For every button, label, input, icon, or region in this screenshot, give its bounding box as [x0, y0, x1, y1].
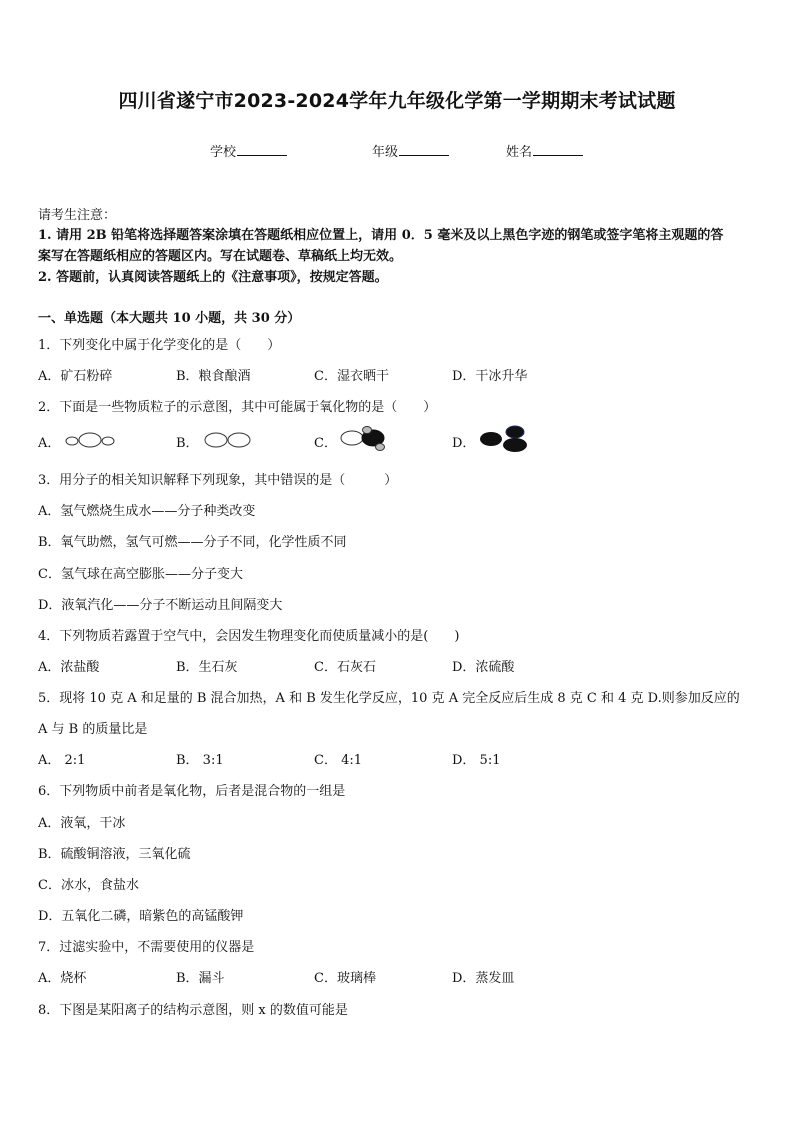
grade-blank[interactable]: [399, 143, 449, 156]
question-2-option-d[interactable]: D．: [452, 436, 476, 451]
grade-label: 年级: [372, 145, 399, 160]
question-7-stem: 7．过滤实验中，不需要使用的仪器是: [38, 940, 255, 955]
notice-heading: 请考生注意：: [38, 208, 117, 223]
question-6-stem: 6．下列物质中前者是氧化物，后者是混合物的一组是: [38, 784, 346, 799]
name-label: 姓名: [506, 145, 533, 160]
question-2-option-c[interactable]: C．: [314, 436, 337, 451]
question-5-stem-line-2: A 与 B 的质量比是: [38, 722, 148, 737]
question-5-option-d[interactable]: D． 5:1: [452, 753, 501, 768]
question-3-option-a[interactable]: A．氢气燃烧生成水——分子种类改变: [38, 504, 256, 519]
notice-item-2: 2. 答题前，认真阅读答题纸上的《注意事项》，按规定答题。: [38, 270, 388, 285]
question-5-option-a[interactable]: A． 2:1: [38, 753, 86, 768]
question-5-stem-line-1: 5．现将 10 克 A 和足量的 B 混合加热，A 和 B 发生化学反应，10 克 A 完全反应后生成 8 克 C 和 4 克 D.则参加反应的: [38, 691, 740, 706]
question-7-option-d[interactable]: D．蒸发皿: [452, 971, 515, 986]
name-blank[interactable]: [533, 143, 583, 156]
question-5-option-b[interactable]: B． 3:1: [176, 753, 224, 768]
question-3-option-c[interactable]: C．氢气球在高空膨胀——分子变大: [38, 567, 243, 582]
school-label: 学校: [210, 145, 237, 160]
question-2-option-a[interactable]: A．: [38, 436, 61, 451]
notice-item-1-line-2: 案写在答题纸相应的答题区内。写在试题卷、草稿纸上均无效。: [38, 249, 403, 264]
question-2-option-b[interactable]: B．: [176, 436, 199, 451]
question-6-option-d[interactable]: D．五氧化二磷，暗紫色的高锰酸钾: [38, 909, 244, 924]
particle-figure-d: [477, 424, 531, 454]
particle-figure-c: [338, 424, 390, 452]
question-5-option-c[interactable]: C． 4:1: [314, 753, 363, 768]
question-6-option-c[interactable]: C．冰水，食盐水: [38, 878, 139, 893]
section-heading: 一、单选题（本大题共 10 小题，共 30 分）: [38, 311, 301, 326]
question-3-option-d[interactable]: D．液氧汽化——分子不断运动且间隔变大: [38, 598, 283, 613]
notice-item-1-line-1: 1. 请用 2B 铅笔将选择题答案涂填在答题纸相应位置上，请用 0．5 毫米及以上黑色字迹的钢笔或签字笔将主观题的答: [38, 228, 724, 243]
school-field: [210, 141, 287, 160]
question-6-option-b[interactable]: B．硫酸铜溶液，三氧化硫: [38, 847, 191, 862]
question-3-stem: 3．用分子的相关知识解释下列现象，其中错误的是（ ）: [38, 473, 398, 488]
question-6-option-a[interactable]: A．液氧，干冰: [38, 816, 126, 831]
name-field: [506, 141, 583, 160]
question-4-option-d[interactable]: D．浓硫酸: [452, 660, 515, 675]
question-1-option-a[interactable]: A．矿石粉碎: [38, 369, 113, 384]
question-7-option-b[interactable]: B．漏斗: [176, 971, 225, 986]
grade-field: [372, 141, 449, 160]
school-blank[interactable]: [237, 143, 287, 156]
question-4-option-c[interactable]: C．石灰石: [314, 660, 376, 675]
question-8-stem: 8．下图是某阳离子的结构示意图，则 x 的数值可能是: [38, 1003, 348, 1018]
question-1-option-d[interactable]: D．干冰升华: [452, 369, 528, 384]
question-1-stem: 1．下列变化中属于化学变化的是（ ）: [38, 338, 281, 353]
question-1-option-b[interactable]: B．粮食酿酒: [176, 369, 251, 384]
question-4-option-a[interactable]: A．浓盐酸: [38, 660, 100, 675]
question-4-option-b[interactable]: B．生石灰: [176, 660, 238, 675]
question-7-option-a[interactable]: A．烧杯: [38, 971, 87, 986]
question-3-option-b[interactable]: B．氧气助燃，氢气可燃——分子不同，化学性质不同: [38, 535, 347, 550]
question-1-option-c[interactable]: C．湿衣晒干: [314, 369, 389, 384]
page-title: 四川省遂宁市2023-2024学年九年级化学第一学期期末考试试题: [118, 90, 676, 112]
particle-figure-a: [64, 430, 116, 450]
question-2-stem: 2．下面是一些物质粒子的示意图，其中可能属于氧化物的是（ ）: [38, 400, 437, 415]
question-4-stem: 4．下列物质若露置于空气中，会因发生物理变化而使质量减小的是( ): [38, 629, 460, 644]
particle-figure-b: [202, 430, 254, 450]
question-7-option-c[interactable]: C．玻璃棒: [314, 971, 376, 986]
